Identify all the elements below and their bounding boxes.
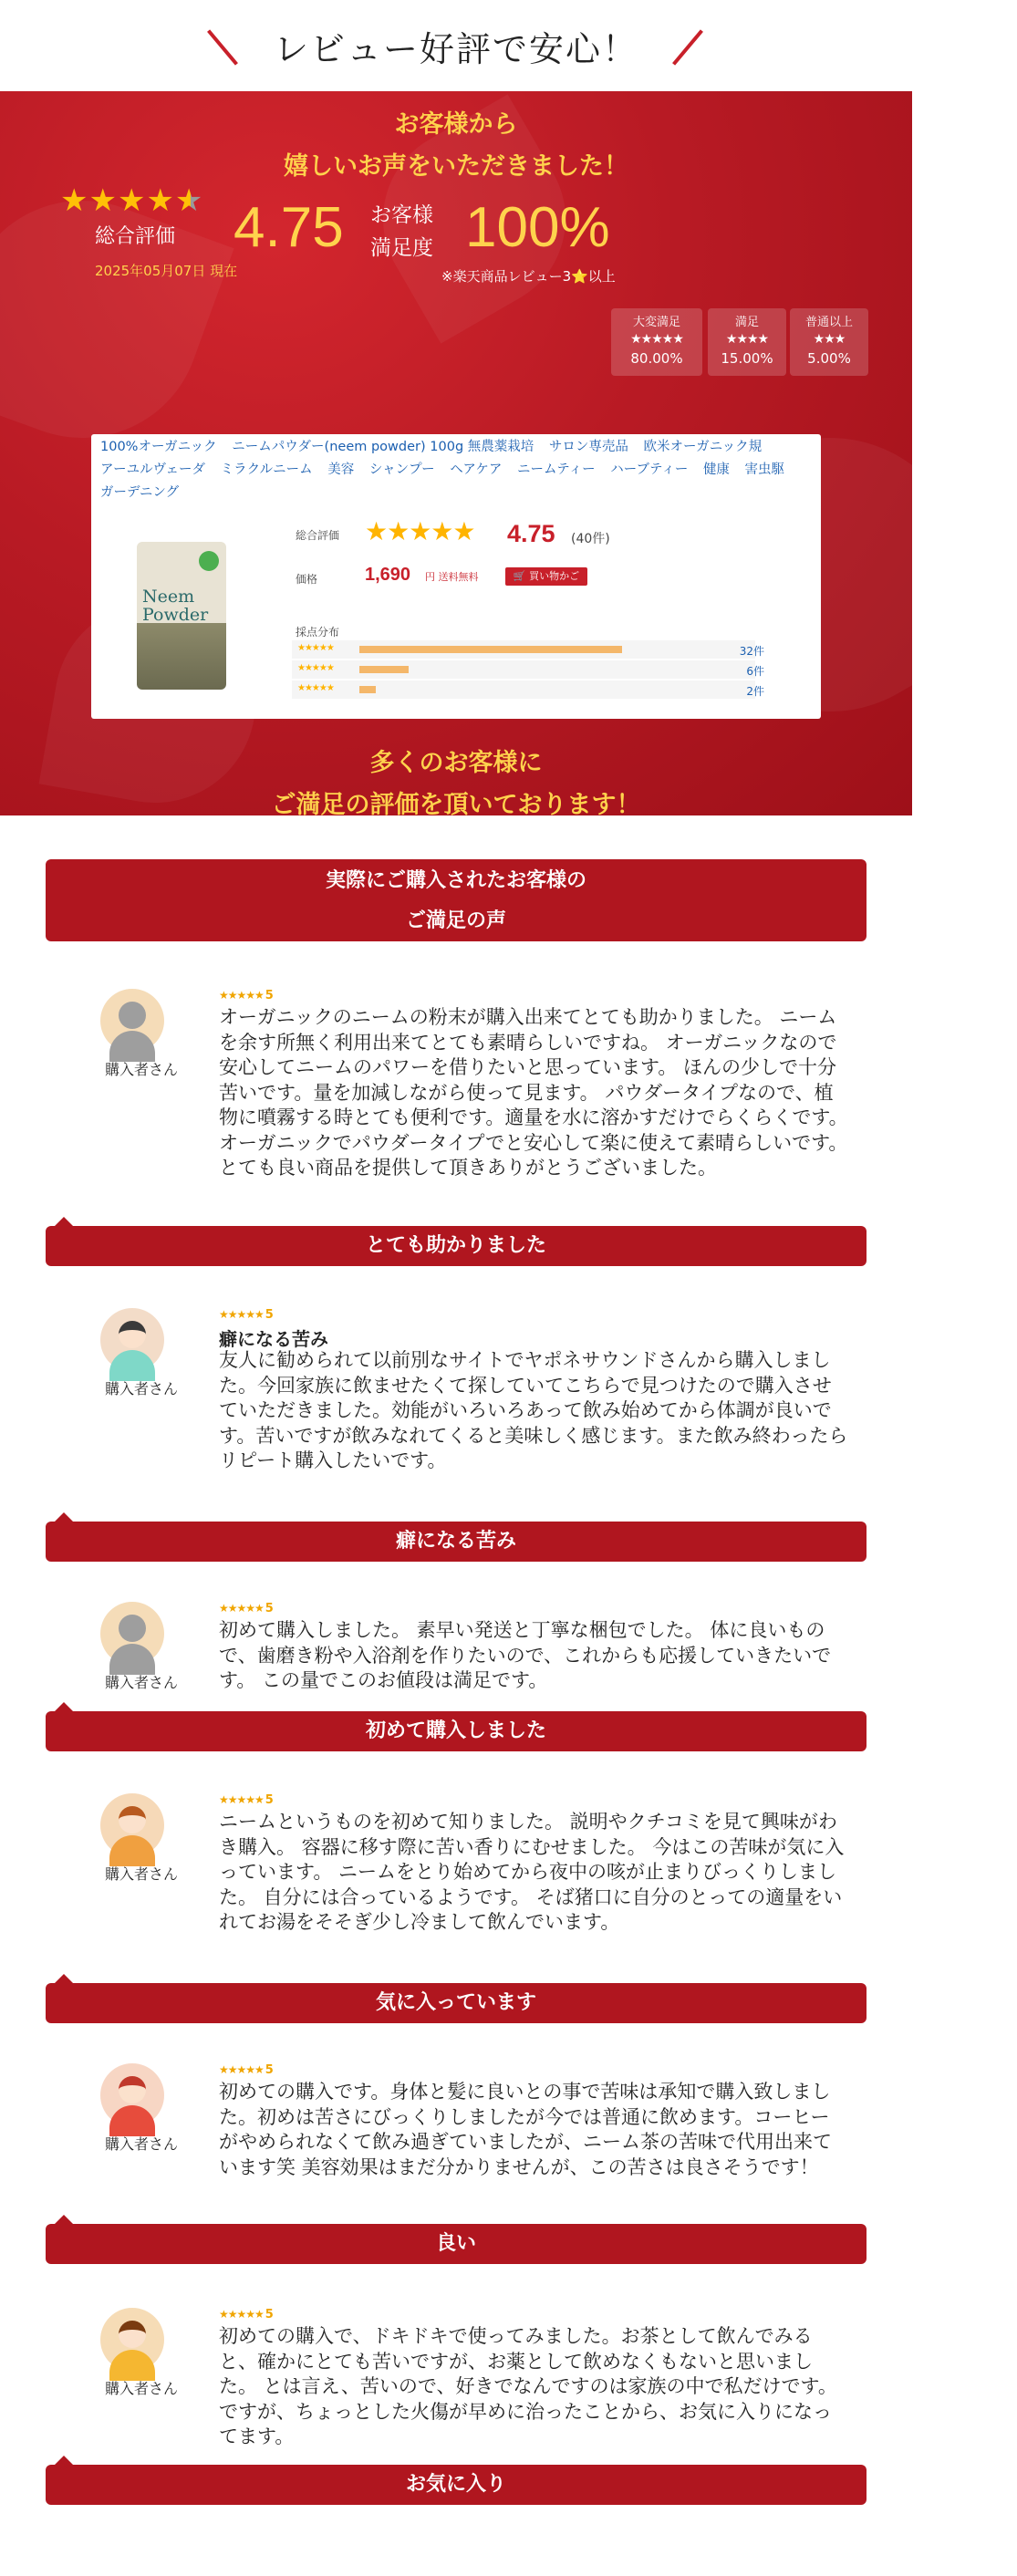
rating-label: 総合評価 [296, 529, 340, 542]
review-card [46, 1598, 867, 1753]
review-score: 5 [265, 1602, 273, 1615]
price-unit: 円 送料無料 [425, 571, 479, 583]
breakdown-label: 大変満足 [632, 316, 680, 329]
review-score: 5 [265, 2308, 273, 2322]
product-pack-name: Neem Powder [142, 587, 209, 625]
distribution-count: 6件 [746, 665, 764, 678]
star-icons: ★★★★★ [219, 2308, 264, 2321]
reviewer-name: 購入者さん [104, 1865, 178, 1883]
breakdown-average-or-above [790, 308, 868, 376]
breakdown-satisfied [708, 308, 786, 376]
satisfaction-label-line: 満足度 [370, 236, 433, 260]
distribution-count: 2件 [746, 685, 764, 698]
rating-hero [0, 91, 912, 819]
review-text: 友人に勧められて以前別なサイトでヤポネサウンドさんから購入しました。今回家族に飲ませたくて探していてこちらで見つけたので購入させていただきました。効能がいろいろあって飲み始めてから体調が良いです。苦いですが飲みなれてくると美味しく感じます。また飲み終わったらリピート購入したいです。 [219, 1349, 848, 1471]
top-header [0, 0, 912, 91]
distribution-label: 採点分布 [296, 626, 340, 639]
review-text: 初めての購入です。身体と髪に良いとの事で苦味は承知で購入致しました。初めは苦さにびっくりしましたが今では普通に飲めます。コーヒーがやめられなくて飲み過ぎていましたが、ニーム茶の苦味で代用出来ています笑 美容効果はまだ分かりませんが、この苦さは良さそうです！ [219, 2081, 832, 2178]
avatar-icon [100, 1793, 164, 1857]
add-to-cart-button[interactable]: 🛒 買い物かご [505, 567, 587, 586]
breakdown-percent: 15.00% [721, 350, 773, 367]
review-title: 癖になる苦み [219, 1328, 328, 1350]
product-price: 1,690 [365, 565, 411, 585]
product-tags [91, 434, 821, 505]
star-icons: ★★★★★ [219, 1602, 264, 1615]
product-tag-link[interactable]: ヘアケア [450, 462, 503, 477]
satisfaction-label [370, 199, 433, 265]
distribution-row[interactable] [292, 680, 764, 699]
breakdown-label: 満足 [734, 316, 759, 329]
hero-title-line: 嬉しいお声をいただきました！ [284, 152, 628, 181]
breakdown-label: 普通以上 [804, 316, 853, 329]
product-tag-link[interactable]: ミラクルニーム [220, 462, 313, 477]
review-card [46, 2304, 867, 2541]
distribution-bar [359, 646, 622, 653]
avatar-icon [100, 1308, 164, 1372]
review-count-link[interactable]: (40件) [571, 532, 610, 546]
avatar-icon [100, 1602, 164, 1666]
star-icons: ★★★★★ [219, 1308, 264, 1321]
half-star-icon: ★ [174, 182, 204, 219]
product-card [91, 434, 821, 719]
product-rating: 4.75 [507, 520, 555, 547]
review-card [46, 1790, 867, 2027]
review-banner: 良い [46, 2224, 867, 2264]
product-tag-link[interactable]: 100%オーガニック [100, 440, 217, 454]
review-banner: 初めて購入しました [46, 1711, 867, 1751]
avatar-icon [100, 989, 164, 1053]
star-icons: ★★★★ [725, 332, 769, 347]
distribution-count: 32件 [739, 645, 764, 658]
review-text: 初めての購入で、ドキドキで使ってみました。お茶として飲んでみると、確かにとても苦いですが、お薬として飲めなくもないと思いました。 とは言え、苦いので、好きでなんですのは家族の中で私だけです。 ですが、ちょっとした火傷が早めに治ったことから、お気に入りになってます。 [219, 2325, 837, 2447]
product-tag-link[interactable]: ガーデニング [100, 485, 180, 500]
review-stars [219, 1602, 273, 1615]
distribution-bar [359, 666, 409, 673]
distribution-row[interactable] [292, 660, 764, 679]
price-label: 価格 [296, 573, 318, 586]
overall-stars [60, 182, 203, 219]
reviewer-name: 購入者さん [104, 2135, 178, 2153]
rating-note: ※楽天商品レビュー3⭐以上 [441, 268, 616, 285]
review-score: 5 [265, 989, 273, 1002]
page-title: レビュー好評で安心！ [273, 28, 638, 69]
reviewer-name: 購入者さん [104, 1061, 178, 1078]
rating-star-icons: ★★★★★ [365, 516, 475, 546]
review-banner: お気に入り [46, 2465, 867, 2505]
product-tag-link[interactable]: ニームパウダー(neem powder) 100g 無農薬栽培 [232, 440, 534, 454]
review-card [46, 1304, 867, 1560]
star-icons: ★★★ [813, 332, 846, 347]
product-tag-link[interactable]: 健康 [702, 462, 730, 477]
reviewer-name: 購入者さん [104, 2380, 178, 2397]
star-icons: ★★★★★ [297, 683, 334, 693]
review-score: 5 [265, 1793, 273, 1807]
reviewer-name: 購入者さん [104, 1380, 178, 1397]
star-icons: ★★★★★ [219, 989, 264, 1002]
review-score: 5 [265, 1308, 273, 1322]
review-text: ニームというものを初めて知りました。 説明やクチコミを見て興味がわき購入。 容器に移す際に苦い香りにむせました。 今はこの苦味が気に入っています。 ニームをとり始めてから夜中の咳が止まりびっくりしました。 自分には合っているようです。 そば猪口に自分のとっての適量をいれてお湯をそそぎ少し冷まして飲んでいます。 [219, 1811, 845, 1933]
review-stars [219, 2063, 273, 2077]
organic-badge-icon [199, 551, 219, 571]
hero-bottom-message [0, 743, 912, 826]
star-icons: ★★★★★ [297, 643, 334, 653]
avatar-icon [100, 2063, 164, 2127]
reviews-header [46, 859, 867, 941]
product-tag-link[interactable]: ニームティー [517, 462, 596, 477]
satisfaction-value: 100% [465, 196, 610, 259]
review-card [46, 2060, 867, 2288]
review-stars [219, 989, 273, 1002]
star-icons: ★★★★★ [297, 663, 334, 673]
review-banner: 癖になる苦み [46, 1522, 867, 1562]
breakdown-very-satisfied [611, 308, 702, 376]
overall-value: 4.75 [233, 196, 344, 259]
reviewer-name: 購入者さん [104, 1674, 178, 1691]
star-icons: ★★★★★ [630, 332, 683, 347]
decorative-slash [207, 29, 238, 65]
product-tag-link[interactable]: 害虫駆 [744, 462, 785, 477]
review-stars [219, 2308, 273, 2322]
star-icons: ★★★★ [60, 182, 175, 219]
review-card [46, 985, 867, 1268]
hero-bottom-line: 多くのお客様に [369, 749, 543, 777]
product-tag-link[interactable]: 美容 [327, 462, 355, 477]
decorative-slash [672, 29, 703, 65]
overall-label: 総合評価 [95, 225, 176, 248]
review-score: 5 [265, 2063, 273, 2077]
date-label: 2025年05月07日 現在 [95, 263, 238, 279]
product-tag-link[interactable]: アーユルヴェーダ [100, 462, 205, 477]
breakdown-percent: 5.00% [807, 350, 851, 367]
review-banner: とても助かりました [46, 1226, 867, 1266]
hero-title-line: お客様から [394, 110, 518, 139]
breakdown-percent: 80.00% [630, 350, 683, 367]
star-icons: ★★★★★ [219, 1793, 264, 1806]
distribution-bar [359, 686, 376, 693]
review-stars [219, 1793, 273, 1807]
hero-title [0, 104, 912, 188]
satisfaction-label-line: お客様 [370, 203, 433, 227]
review-text: オーガニックのニームの粉末が購入出来てとても助かりました。 ニームを余す所無く利用出来てとても素晴らしいですね。 オーガニックなので安心してニームのパワーを借りたいと思っています。 ほんの少しで十分苦いです。量を加減しながら使って見ます。 パウダータイプなので、植物に噴霧する時とても便利です。適量を水に溶かすだけでらくらくです。 オーガニックでパウダータイプでと安心して楽に使えて素晴らしいです。 とても良い商品を提供して頂きありがとうございました。 [219, 1006, 848, 1179]
avatar-icon [100, 2308, 164, 2372]
product-image[interactable] [137, 542, 226, 690]
review-stars [219, 1308, 273, 1322]
product-tag-link[interactable]: サロン専売品 [548, 440, 628, 454]
product-tag-link[interactable]: ハーブティー [610, 462, 689, 477]
reviews-header-line: ご満足の声 [405, 909, 506, 932]
rating-distribution [292, 640, 764, 701]
review-text: 初めて購入しました。 素早い発送と丁寧な梱包でした。 体に良いもので、歯磨き粉や入浴剤を作りたいので、これからも応援していきたいです。 この量でこのお値段は満足です。 [219, 1619, 832, 1691]
star-icons: ★★★★★ [219, 2063, 264, 2076]
product-tag-link[interactable]: シャンプー [368, 462, 435, 477]
product-tag-link[interactable]: 欧米オーガニック規 [643, 440, 763, 454]
reviews-header-line: 実際にご購入されたお客様の [325, 869, 586, 892]
hero-bottom-line: ご満足の評価を頂いております！ [271, 791, 641, 819]
distribution-row[interactable] [292, 640, 764, 659]
review-banner: 気に入っています [46, 1983, 867, 2023]
